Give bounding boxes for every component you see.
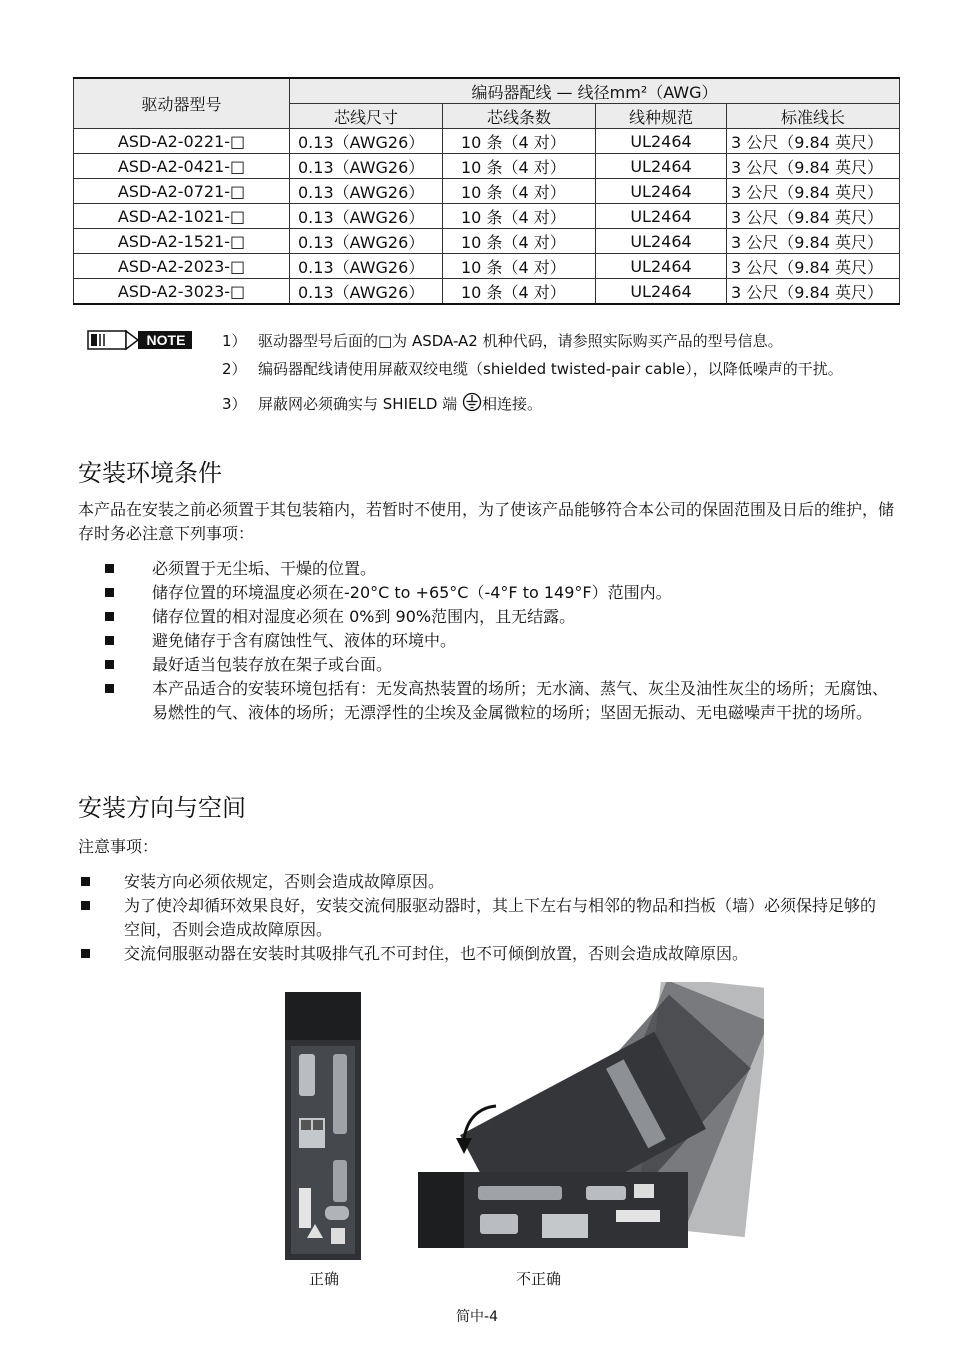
list-item: 本产品适合的安装环境包括有：无发高热装置的场所；无水滴、蒸气、灰尘及油性灰尘的场所；无腐蚀、易燃性的气、液体的场所；无漂浮性的尘埃及金属微粒的场所；坚固无振动、无电磁噪声干扰的场所。 [102, 677, 894, 725]
cell-spec: UL2464 [596, 279, 727, 305]
header-group: 编码器配线 — 线径mm²（AWG） [290, 78, 900, 104]
page-number: 简中-4 [456, 1309, 498, 1325]
cell-size: 0.13（AWG26） [290, 204, 443, 229]
environment-bullet-list [102, 557, 894, 725]
cell-size: 0.13（AWG26） [290, 229, 443, 254]
table-row [74, 279, 900, 305]
cell-size: 0.13（AWG26） [290, 179, 443, 204]
list-item: 最好适当包装存放在架子或台面。 [102, 653, 894, 677]
cell-count: 10 条（4 对） [443, 204, 596, 229]
cell-count: 10 条（4 对） [443, 129, 596, 154]
section-intro: 注意事项： [78, 837, 159, 856]
cell-model: ASD-A2-0221-□ [74, 129, 290, 154]
table-row [74, 204, 900, 229]
note-item: 3） 屏蔽网必须确实与 SHIELD 端 相连接。 [222, 392, 542, 414]
cell-length: 3 公尺（9.84 英尺） [727, 204, 900, 229]
cell-size: 0.13（AWG26） [290, 279, 443, 305]
section-intro: 本产品在安装之前必须置于其包装箱内，若暂时不使用，为了使该产品能够符合本公司的保固范围及日后的维护，储存时务必注意下列事项： [78, 500, 895, 543]
cell-count: 10 条（4 对） [443, 254, 596, 279]
orientation-bullet-list [78, 870, 888, 966]
cell-model: ASD-A2-2023-□ [74, 254, 290, 279]
cell-spec: UL2464 [596, 229, 727, 254]
section-title-orientation: 安装方向与空间 [78, 794, 246, 822]
cell-length: 3 公尺（9.84 英尺） [727, 179, 900, 204]
cell-spec: UL2464 [596, 179, 727, 204]
drive-upright-illustration [285, 992, 361, 1260]
cell-count: 10 条（4 对） [443, 279, 596, 305]
header-col-size: 芯线尺寸 [290, 104, 443, 129]
table-row [74, 229, 900, 254]
cell-length: 3 公尺（9.84 英尺） [727, 129, 900, 154]
header-col-count: 芯线条数 [443, 104, 596, 129]
cell-spec: UL2464 [596, 204, 727, 229]
note-item: 1） 驱动器型号后面的□为 ASDA-A2 机种代码，请参照实际购买产品的型号信息。 [222, 332, 783, 350]
cell-model: ASD-A2-3023-□ [74, 279, 290, 305]
rotation-arrow-icon [452, 1100, 500, 1158]
cell-count: 10 条（4 对） [443, 154, 596, 179]
table-row [74, 154, 900, 179]
cell-model: ASD-A2-1521-□ [74, 229, 290, 254]
cell-length: 3 公尺（9.84 英尺） [727, 154, 900, 179]
cell-spec: UL2464 [596, 154, 727, 179]
cell-count: 10 条（4 对） [443, 179, 596, 204]
list-item: 避免储存于含有腐蚀性气、液体的环境中。 [102, 629, 894, 653]
table-row [74, 254, 900, 279]
cell-model: ASD-A2-1021-□ [74, 204, 290, 229]
list-item: 交流伺服驱动器在安装时其吸排气孔不可封住，也不可倾倒放置，否则会造成故障原因。 [78, 942, 888, 966]
list-item: 安装方向必须依规定，否则会造成故障原因。 [78, 870, 888, 894]
cell-size: 0.13（AWG26） [290, 254, 443, 279]
section-title-environment: 安装环境条件 [78, 459, 222, 487]
table-row [74, 129, 900, 154]
cell-length: 3 公尺（9.84 英尺） [727, 279, 900, 305]
note-item: 2） 编码器配线请使用屏蔽双绞电缆（shielded twisted-pair cable），以降低噪声的干扰。 [222, 360, 843, 378]
cell-count: 10 条（4 对） [443, 229, 596, 254]
list-item: 储存位置的相对湿度必须在 0%到 90%范围内，且无结露。 [102, 605, 894, 629]
list-item: 为了使冷却循环效果良好，安装交流伺服驱动器时，其上下左右与相邻的物品和挡板（墙）必须保持足够的空间，否则会造成故障原因。 [78, 894, 888, 942]
cell-model: ASD-A2-0421-□ [74, 154, 290, 179]
cell-spec: UL2464 [596, 129, 727, 154]
header-col-length: 标准线长 [727, 104, 900, 129]
cell-size: 0.13（AWG26） [290, 129, 443, 154]
cell-size: 0.13（AWG26） [290, 154, 443, 179]
ground-icon [462, 392, 482, 412]
cell-length: 3 公尺（9.84 英尺） [727, 229, 900, 254]
caption-correct: 正确 [309, 1270, 340, 1288]
header-col-spec: 线种规范 [596, 104, 727, 129]
header-model: 驱动器型号 [74, 78, 290, 129]
list-item: 储存位置的环境温度必须在-20°C to +65°C（-4°F to 149°F）范围内。 [102, 581, 894, 605]
caption-incorrect: 不正确 [516, 1270, 562, 1288]
note-badge [86, 328, 194, 352]
cell-spec: UL2464 [596, 254, 727, 279]
encoder-wiring-table [73, 77, 900, 305]
cell-length: 3 公尺（9.84 英尺） [727, 254, 900, 279]
cell-model: ASD-A2-0721-□ [74, 179, 290, 204]
list-item: 必须置于无尘垢、干燥的位置。 [102, 557, 894, 581]
note-label: NOTE [146, 332, 186, 348]
table-row [74, 179, 900, 204]
